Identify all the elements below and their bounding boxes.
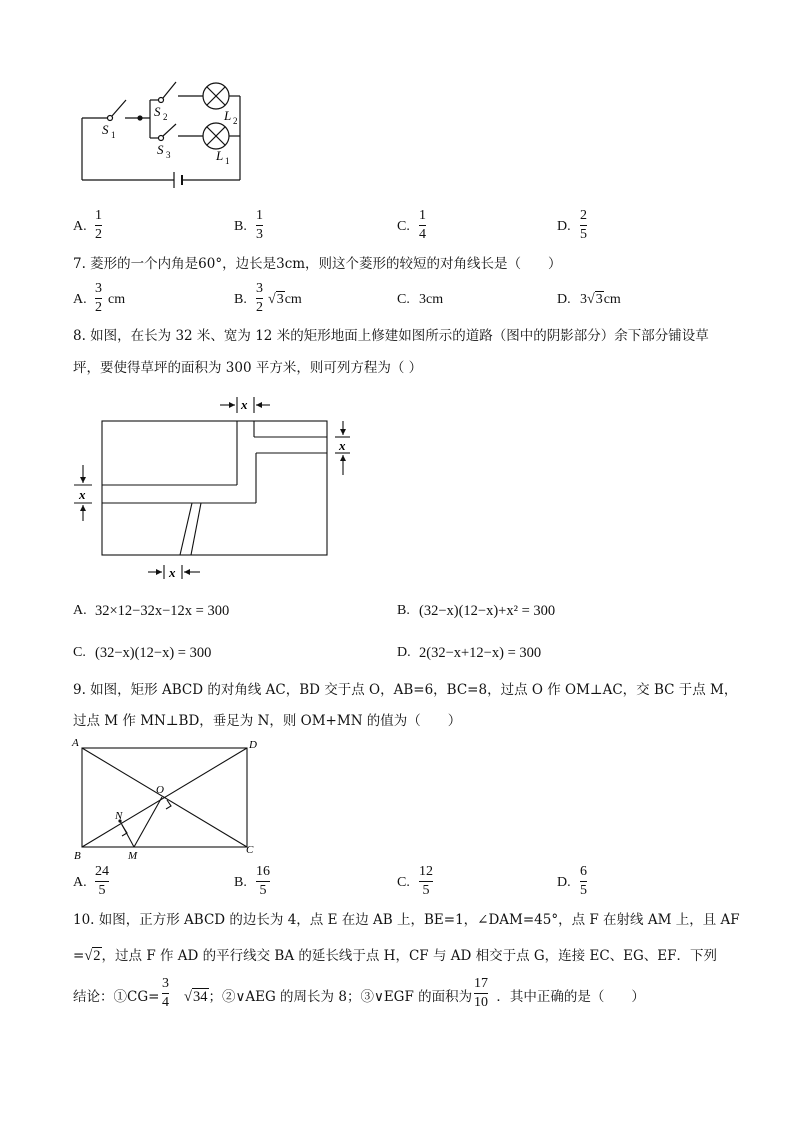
numerator: 3	[162, 976, 169, 991]
q6-option-d-letter: D.	[557, 219, 571, 234]
point-d-label: D	[249, 739, 257, 751]
numerator: 1	[256, 208, 263, 223]
q8-option-d-text: 2(32−x+12−x) = 300	[419, 645, 542, 661]
circuit-diagram	[70, 70, 260, 195]
point-n-label: N	[115, 810, 123, 822]
q7-option-c-letter: C.	[397, 292, 410, 307]
numerator: 6	[580, 864, 587, 879]
q9-option-a-fraction	[95, 864, 109, 899]
q9-stem-line2: 过点 M 作 MN⊥BD，垂足为 N，则 OM+MN 的值为（ ）	[73, 713, 462, 729]
numerator: 3	[95, 281, 102, 296]
conclusion-2-3-text: ；②∨AEG 的周长为 8；③∨EGF 的面积为	[208, 989, 473, 1005]
label-s1-sub: 1	[111, 130, 116, 140]
q6-option-a-letter: A.	[73, 219, 87, 234]
q7-option-d-letter: D.	[557, 292, 571, 307]
dim-label-right: x	[339, 438, 346, 453]
q7-option-a-letter: A.	[73, 292, 87, 307]
point-c-label: C	[246, 844, 254, 856]
sqrt-34: √34	[184, 989, 208, 1005]
q8-option-b-letter: B.	[397, 603, 410, 618]
q9-option-d-letter: D.	[557, 875, 571, 890]
q9-option-d-fraction	[580, 864, 587, 899]
denominator: 4	[419, 227, 426, 242]
radicand: 2	[93, 948, 101, 964]
point-a-label: A	[72, 737, 79, 749]
label-s3-sub: 3	[166, 150, 171, 160]
q6-option-c-letter: C.	[397, 219, 410, 234]
denominator: 5	[580, 227, 587, 242]
q9-option-a-letter: A.	[73, 875, 87, 890]
unit: cm	[284, 292, 302, 307]
label-s1: S	[102, 122, 109, 137]
numerator: 3	[256, 281, 263, 296]
label-l2: L	[224, 108, 232, 123]
label-s2: S	[154, 104, 161, 119]
q8-option-d-letter: D.	[397, 645, 411, 660]
q10-fraction-17-10	[474, 976, 488, 1011]
numerator: 16	[256, 864, 270, 879]
q9-rectangle-figure	[70, 735, 265, 865]
point-m-label: M	[128, 850, 138, 862]
unit: cm	[603, 292, 621, 307]
numerator: 24	[95, 864, 109, 879]
radicand: 3	[276, 292, 284, 307]
q6-option-a-fraction	[95, 208, 102, 243]
denominator: 2	[95, 227, 102, 242]
label-l1: L	[216, 148, 224, 163]
dim-label-bottom: x	[169, 565, 176, 580]
denominator: 5	[259, 883, 267, 898]
denominator: 5	[580, 883, 587, 898]
equals-sign: =	[73, 948, 85, 964]
q7-option-c-text: 3cm	[419, 292, 444, 307]
q8-option-c-letter: C.	[73, 645, 86, 660]
q9-option-b-fraction	[256, 864, 270, 899]
conclusion-1-prefix: 结论：①CG=	[73, 989, 160, 1005]
q7-option-b-letter: B.	[234, 292, 247, 307]
q8-stem-line2: 坪，要使得草坪的面积为 300 平方米，则可列方程为（ ）	[73, 360, 423, 376]
label-l1-sub: 1	[225, 156, 230, 166]
q10-line2	[73, 946, 717, 966]
q9-option-c-letter: C.	[397, 875, 410, 890]
label-s2-sub: 2	[163, 112, 168, 122]
denominator: 5	[98, 883, 106, 898]
denominator: 10	[474, 995, 488, 1010]
q8-option-a-letter: A.	[73, 603, 87, 618]
q8-stem-line1: 8. 如图，在长为 32 米、宽为 12 米的矩形地面上修建如图所示的道路（图中的阴影部分）余下部分铺设草	[73, 328, 709, 344]
denominator: 3	[256, 227, 263, 242]
q8-option-b-text: (32−x)(12−x)+x² = 300	[419, 603, 556, 619]
q9-option-c-fraction	[419, 864, 433, 899]
q8-option-a-text: 32×12−32x−12x = 300	[95, 603, 230, 619]
radicand: 34	[193, 989, 208, 1005]
q7-stem: 7. 菱形的一个内角是60°，边长是3cm，则这个菱形的较短的对角线长是（ ）	[73, 256, 562, 272]
q7-option-b-fraction	[256, 281, 263, 316]
point-b-label: B	[74, 850, 81, 862]
label-s3: S	[157, 142, 164, 157]
q6-option-b-fraction	[256, 208, 263, 243]
dim-label-top: x	[241, 397, 248, 412]
q10-line1: 10. 如图，正方形 ABCD 的边长为 4，点 E 在边 AB 上，BE=1，∠DAM=45°，点 F 在射线 AM 上，且 AF	[73, 912, 740, 928]
denominator: 2	[256, 300, 263, 315]
q6-option-d-fraction	[580, 208, 587, 243]
q8-road-figure	[70, 393, 360, 585]
label-l2-sub: 2	[233, 116, 238, 126]
numerator: 1	[95, 208, 102, 223]
numerator: 17	[474, 976, 488, 991]
numerator: 1	[419, 208, 426, 223]
sqrt-2: √2	[84, 948, 101, 964]
q7-option-a-unit: cm	[108, 292, 126, 307]
closing-text: ．其中正确的是（ ）	[496, 989, 645, 1005]
numerator: 12	[419, 864, 433, 879]
q7-option-d-expr: 3√3cm	[580, 292, 621, 307]
dim-label-left: x	[79, 487, 86, 502]
q8-option-c-text: (32−x)(12−x) = 300	[95, 645, 212, 661]
point-o-label: O	[156, 784, 164, 796]
q7-option-b-sqrt: √3cm	[268, 292, 302, 307]
denominator: 2	[95, 300, 102, 315]
coefficient: 3	[580, 292, 587, 307]
q10-fraction-3-4	[162, 976, 169, 1011]
q7-option-a-fraction	[95, 281, 102, 316]
denominator: 4	[162, 995, 169, 1010]
line2-text: ，过点 F 作 AD 的平行线交 BA 的延长线于点 H，CF 与 AD 相交于点 G，连接 EC、EG、EF．下列	[101, 948, 718, 964]
q9-stem-line1: 9. 如图，矩形 ABCD 的对角线 AC，BD 交于点 O，AB=6，BC=8，过点 O 作 OM⊥AC，交 BC 于点 M，	[73, 682, 738, 698]
q6-option-b-letter: B.	[234, 219, 247, 234]
q10-line3	[73, 987, 645, 1007]
q6-option-c-fraction	[419, 208, 426, 243]
denominator: 5	[422, 883, 430, 898]
numerator: 2	[580, 208, 587, 223]
radicand: 3	[595, 292, 603, 307]
q9-option-b-letter: B.	[234, 875, 247, 890]
